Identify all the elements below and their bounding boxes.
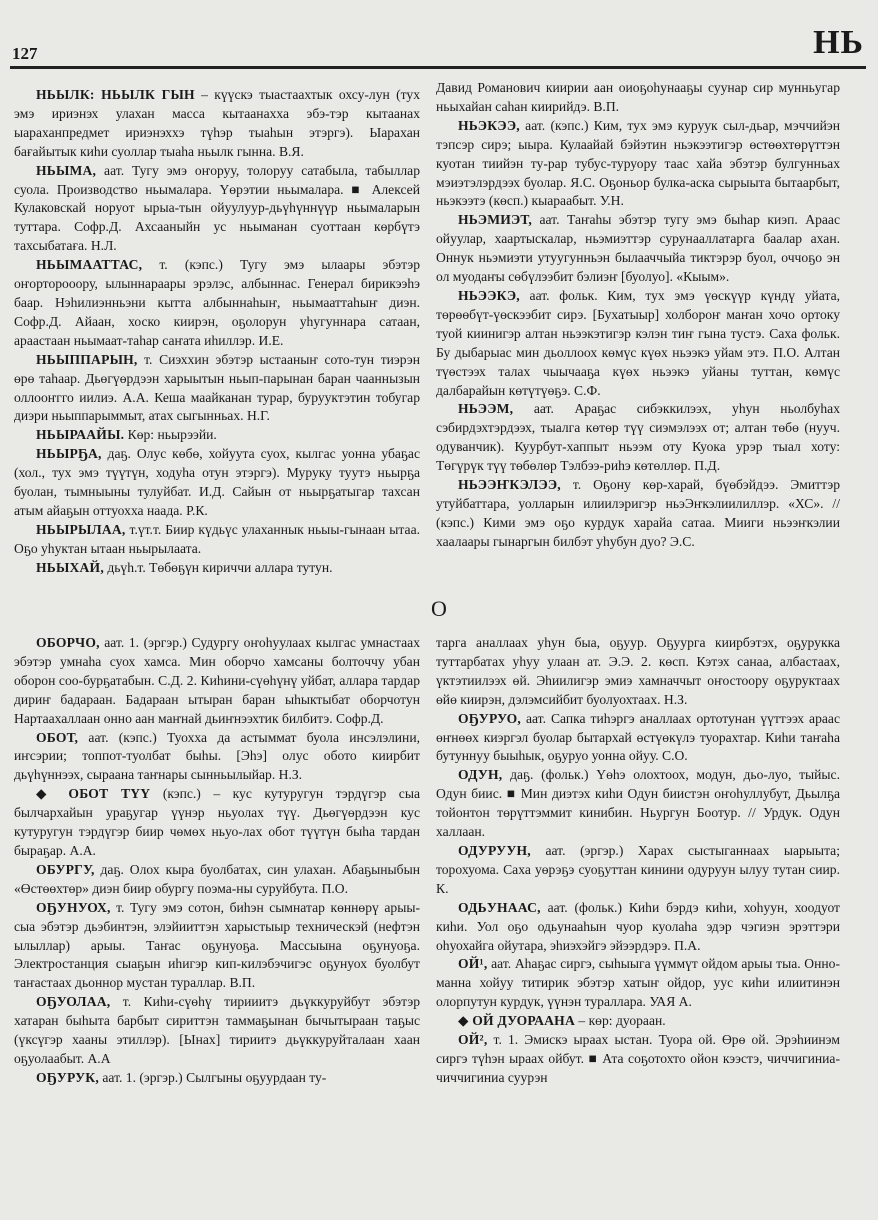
entry-text: т.үт.т. Биир күдьүс улаханнык ньыы-гынаан ытаа. Оҕо уһуктан ытаан ньырылаата. (14, 521, 420, 556)
entry-text: аат. Тугу эмэ оҥоруу, толоруу сатабыла, табыллар суола. Производство ньымалара. Үөрэтии ньымалара. ■ Алексей Кулаковскай норуот ырыа-тын ойуулуур-дьүһүннүүр ньымаларын туттара. Софр.Д. Ахсааныйн ус ньыманан суоттаан көрбүтэ тахсыбатаға. Н.Л. (14, 162, 420, 254)
entry-headword: ОБУРГУ, (36, 861, 95, 877)
entry (14, 861, 420, 899)
entry (14, 445, 420, 521)
entry (436, 211, 840, 287)
entry-headword: НЬЫППАРЫН, (36, 351, 138, 367)
column-2 (436, 79, 840, 552)
entry-text: аат. (кэпс.) Ким, тух эмэ куруук сыл-дьар, мэччийэн тэпсэр сирэ; ыыра. Кулаайай бэйэтин ньэкээтигэр өстөөхтөрүттэн куотан тиийэн ту-рар тубус-туруору таас хайа эбэтэр булгунньах мэиэтэлэрдээх буолар. Я.С. Оҕоньор булка-аска сырыыта бытаарбыт, ньэкээтэ (көсп.) кыараабыт. У.Н. (436, 117, 840, 209)
entry (436, 766, 840, 842)
entry-headword: НЬЭЭКЭ, (458, 287, 520, 303)
entry-headword: НЬЭЭҤКЭЛЭЭ, (458, 477, 561, 493)
entry (436, 1012, 840, 1031)
entry (436, 117, 840, 212)
entry-text: даҕ. Олох кыра буолбатах, син улахан. Абаҕыныбын «Өстөөхтөр» диэн биир обургу поэма-ны суруйбута. П.О. (14, 861, 420, 896)
entry (14, 86, 420, 162)
entry (14, 993, 420, 1069)
column-1 (14, 86, 420, 578)
entry-text: т. Оҕону көр-харай, бүөбэйдээ. Эмиттэр утуйбаттара, уолларын илиилэригэр ньэЭҥкэлиилиллэр. «ХС». // (кэпс.) Кими эмэ оҕо курдук харайа сатаа. Мииги ньээҥкэлии хаалаары гынаргын билбэт уһубун дуо? Э.С. (436, 477, 840, 549)
entry-headword: НЬЫЛК: НЬЫЛК ГЫН (36, 87, 195, 102)
entry (436, 899, 840, 956)
section-letter: О (431, 596, 447, 621)
entry-continuation (436, 79, 840, 117)
entry-text: – көр: дуораан. (574, 1013, 666, 1029)
entry-headword: НЬЫРЫЛАА, (36, 521, 126, 537)
entry (14, 729, 420, 786)
entry-headword: НЬЭКЭЭ, (458, 117, 520, 133)
entry-headword: НЬЭМИЭТ, (458, 212, 532, 228)
entry-text: аат. (эргэр.) Харах сыстыганнаах ыарыыта; торохуома. Саха уөрэҕэ суоҕуттан кинини одуруун ылуу тутан сиир. К. (436, 842, 840, 896)
entry-headword: НЬЫМА, (36, 162, 97, 178)
entry-text: аат. Таҥаһы эбэтэр тугу эмэ быһар киэп. Араас ойуулар, хаартыскалар, ньэмиэттэр сурунааллатарга баалар ахан. Оннук ньэмиэти утуугунньэн былааччыйа тиктэрэр буол, оччоҕо эн ол муодаҥы сөбүлээбит бэлиэҥ [буолуо]. «Кыым». (436, 212, 840, 285)
entry-continuation (436, 634, 840, 710)
entry-text: т. Тугу эмэ сотон, биһэн сымнатар көннөрү арыы-сыа эбэтэр дьэбинтэн, элэйииттэн харыстыыр техническэй (нефтэн ылыллар) арыы. Таҥас оҕунуоҕа. Массыына оҕунуоҕа. Электростанция сыаҕын иһигэр кип-килэбэчигэс оҕунуох буолбут таҥастаах дьоннор мустан тураллар. В.П. (14, 899, 420, 991)
entry (14, 521, 420, 559)
entry-text: аат. Араҕас сибэккилээх, уһун ньолбуһах сэбирдэхтэрдээх, тыалга көтөр түү сиэмэлээх от; алтан төбө (нууч. одуванчик). Куурбут-хаппыт ньээм оту Куока урэр тыал хоту: Төгүрүк түү төбөлөр Тэлбээ-риһэ көтөллөр. П.Д. (436, 401, 840, 474)
entry-headword: ◆ ОБОТ ТҮҮ (36, 786, 151, 802)
entry (14, 426, 420, 445)
entry (14, 559, 420, 578)
entry-headword: НЬЫРҔА, (36, 446, 102, 462)
column-4 (436, 634, 840, 1088)
entry-text: аат. (кэпс.) Туохха да астыммат буола инсэлэлини, иҥсэрии; топпот-туолбат быһы. [Эһэ] олус обото киирбит дьүһүннээх, сыраана таҥнары сынньылыйар. Н.З. (14, 729, 420, 783)
entry-text: даҕ. (фольк.) Үөһэ олохтоох, модун, дьо-луо, тыйыс. Одун биис. ■ Мин диэтэх киһи Одун биистэн оҥоһуллубут, Дьылҕа тойонтон төрүттэммит кинибин. Ньургун Боотур. // Урдук. Одун халлаан. (436, 767, 840, 840)
entry (436, 287, 840, 400)
entry-text: аат. 1. (эргэр.) Судургу оҥоһуулаах кылгас умнастаах эбэтэр умнаһа суох хамса. Мин оборчо хамсаны болточчу убан оборон соо-бурҕатабын. С.Д. 2. Киһини-сүөһүнү уйбат, аллара тардар дириҥ бадараан. Бадараан ытыран баран ыһыктыбат оборчотун Нартаахаллаан онно аан маҥнай дьиҥнээхтик билбитэ. Софр.Д. (14, 635, 420, 726)
entry (436, 1031, 840, 1088)
entry-headword: НЬЫХАЙ, (36, 559, 104, 575)
entry (436, 400, 840, 476)
entry (14, 256, 420, 351)
entry (436, 710, 840, 767)
entry-text: аат. Аһаҕас сиргэ, сыһыыга үүммүт ойдом арыы тыа. Онно-манна хойуу титирик эбэтэр хатыҥ ойдор, уус киһи илиитинэн олорпутун курдук, үүнэн тураллара. УАЯ А. (436, 956, 840, 1010)
entry-headword: НЬЭЭМ, (458, 401, 514, 417)
entry-text: (кэпс.) – кус кутуругун тэрдүгэр сыа былчархайын ураҕугар үүнэр ньуолах түү. Дьөгүөрдээн кус кутуругун тэрдүгэр биир чөмөх ньуо-лах обот түүтүн быһа тардан быраҕар. А.А. (14, 786, 420, 858)
entry-text: тарга аналлаах уһун быа, оҕуур. Оҕуурга киирбэтэх, оҕурукка туттарбатах уһуу улаан ат. Э.Э. 2. көсп. Кэтэх санаа, албастаах, үктэтиилээх өй. Эһиилигэр эмиэ хамначчыт оҥостоору оҕуруктаах өйө киирэн, дэлэмсийбит буолуохтаах. Н.З. (436, 635, 840, 707)
entry-headword: ОБОРЧО, (36, 635, 100, 650)
entry-headword: ОДУН, (458, 767, 503, 783)
entry-headword: ОБОТ, (36, 729, 79, 745)
entry-headword: ОЙ², (458, 1032, 488, 1048)
entry-headword: ОҔУРУК, (36, 1069, 99, 1085)
entry (14, 634, 420, 729)
entry-headword: ОДУРУУН, (458, 842, 531, 858)
entry (14, 785, 420, 861)
entry (436, 476, 840, 552)
entry-headword: ОҔУОЛАА, (36, 994, 111, 1010)
entry-text: дьүһ.т. Төбөҕүн кириччи аллара тутун. (103, 559, 333, 575)
entry (14, 1069, 420, 1088)
entry-text: т. (кэпс.) Тугу эмэ ылаары эбэтэр оҥорторооору, ылыннараары эрэлэс, албыннас. Генерал бирикээһэ баар. Нэһилиэнньэни кытта албыннаһыҥ, ньымааттаһыҥ диэн. Софр.Д. Айаан, хоско киирэн, оҕолорун уһугуннара сатаан, араастаан ньымаат-таһар саҥата иһиллэр. И.Е. (14, 257, 420, 348)
entry-headword: НЬЫРААЙЫ. (36, 427, 125, 443)
entry-headword: ОЙ¹, (458, 956, 488, 972)
entry (14, 351, 420, 427)
entry-text: аат. 1. (эргэр.) Сылгыны оҕуурдаан ту- (98, 1069, 327, 1085)
entry-text: – күүскэ тыастаахтык охсу-лун (тух эмэ ириэнэх улахан масса кытаанахха эбэ-тэр кытаанах ыараханпредмет ириэнэххэ түһэр тыаһын этэргэ). Ыарахан бағайытык киһи суоллар тыаһа ньылк гынна. В.Я. (14, 87, 421, 159)
entry (436, 955, 840, 1012)
entry-text: аат. (фольк.) Киһи бэрдэ киһи, хоһуун, хоодуот киһи. Уол оҕо одьунааһын чуор куолаһа эдэр чэгиэн эрэттэри оһуохайга ойутара, эһиэхэйгэ эйээрдэрэ. П.А. (436, 899, 840, 953)
entry-text: Давид Романович киирии аан оиоҕоһунааҕы суунар сир мунньугар ньыхайан саһан киирийдэ. В.П. (436, 80, 840, 114)
entry (14, 899, 420, 994)
header-rule (10, 66, 866, 69)
entry-text: т. 1. Эмискэ ыраах ыстан. Туора ой. Өрө ой. Эрэһиинэм сиргэ түһэн ыраах ойбут. ■ Ата соҕотохто ойон кээстэ, чиччигиниа-чиччигиниа суурэн (436, 1032, 840, 1085)
entry-headword: ◆ ОЙ ДУОРААНА (458, 1013, 575, 1029)
entry-text: аат. Сапка тиһэргэ аналлаах ортотунан үүттээх араас өҥнөөх киэргэл буолар бытархай өстүөкүлэ туорахтар. Киһи таҥаһа бутуннуу быыһык, оҕуруо уонна ойуу. С.О. (436, 710, 840, 764)
entry-text: аат. фольк. Ким, тух эмэ үөскүүр күндү уйата, төрөөбүт-үөскээбит сирэ. [Бухатыыр] холбороҥ маҥан хочо ортоку туой киинигэр алтан ньээкэтигэр кэлэн тиҥ гына тустэ. Саха фольк. Бу дыбарыас мин дьоллоох көмүс күөх ньээкэ уйам этэ. П.О. Алтан түөстээх талах чыычааҕа күөх ньээкэ уйаны туттан, көмүс далбарайын көтүтүөҕэ. С.Ф. (436, 287, 840, 398)
entry-headword: НЬЫМААТТАС, (36, 257, 143, 273)
entry (436, 842, 840, 899)
entry-headword: ОҔУНУОХ, (36, 899, 111, 915)
column-3 (14, 634, 420, 1088)
running-head-letter: НЬ (813, 24, 864, 61)
entry-text: т. Киһи-сүөһү тирииитэ дьүккуруйбут эбэтэр хатаран быһыта барбыт сириттэн таммаҕынан бычытыраан таҕыс (үксүгэр хааны этиллэр). [Ынах] тириитэ дьүккуруйталаан хаан оҕуолаабыт. А.А (14, 994, 420, 1066)
page-number: 127 (12, 44, 38, 63)
entry (14, 162, 420, 257)
entry-headword: ОҔУРУО, (458, 710, 521, 726)
entry-text: Көр: ньырээйи. (124, 427, 217, 443)
entry-text: даҕ. Олус көбө, хойуута суох, кылгас уонна убаҕас (хол., тух эмэ түүтүн, ходуһа отун этэргэ). Муруку туутэ ньырҕа буолан, тымныыны тулуйбат. И.Д. Сайын от ньырҕатыгар тахсан атым айаҕын оттуохха наада. Р.К. (14, 446, 420, 518)
entry-text: т. Сиэххин эбэтэр ыстааныҥ сото-тун тиэрэн өрө таһаар. Дьөгүөрдээн харыытын ньып-парынан баран чааннызын оллооҥгго иилиэ. А.А. Кеша маайканан турар, бурууктэтин тобугар диэри ньыппарыммыт, атах сыгынньах. Н.Г. (14, 351, 420, 424)
entry-headword: ОДЬУНААС, (458, 899, 541, 915)
